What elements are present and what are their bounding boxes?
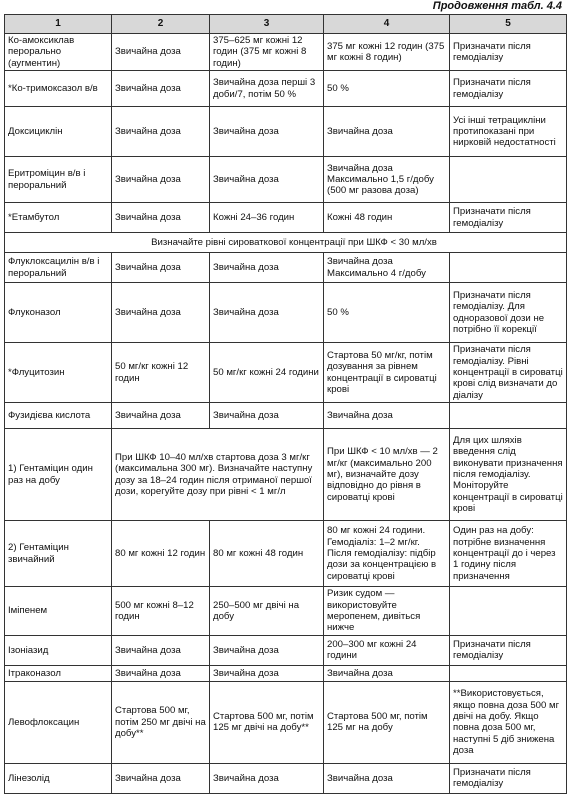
table-cell-col-1: 2) Гентаміцин звичайний (5, 521, 112, 587)
table-cell-col-3: Звичайна доза (210, 253, 324, 283)
table-cell-col-2: Звичайна доза (112, 635, 210, 665)
table-row (5, 681, 567, 763)
table-row (5, 763, 567, 793)
table-cell-col-4: Звичайна доза (324, 403, 450, 429)
table-cell-col-2: 500 мг кожні 8–12 годин (112, 587, 210, 636)
table-cell-col-5: Призначати після гемодіалізу. Для одноразової дози не потрібно її корекції (450, 283, 567, 343)
table-row (5, 233, 567, 253)
table-cell-col-1: Ко-амоксиклав перорально (аугментин) (5, 34, 112, 71)
table-row (5, 253, 567, 283)
table-cell-col-4: Звичайна доза Максимально 4 г/добу (324, 253, 450, 283)
table-cell-col-3: Звичайна доза (210, 665, 324, 681)
table-caption: Продовження табл. 4.4 (432, 0, 562, 12)
header-row (5, 15, 567, 34)
table-cell-col-3: Звичайна доза (210, 157, 324, 203)
table-cell-col-2: Звичайна доза (112, 665, 210, 681)
table-cell-col-5: Призначати після гемодіалізу (450, 203, 567, 233)
table-cell-col-1: Лінезолід (5, 763, 112, 793)
table-cell-col-3: 50 мг/кг кожні 24 години (210, 343, 324, 403)
table-cell-col-1: Флуконазол (5, 283, 112, 343)
table-cell-col-2: Стартова 500 мг, потім 250 мг двічі на добу** (112, 681, 210, 763)
table-row (5, 203, 567, 233)
table-cell-col-5: Призначати після гемодіалізу (450, 635, 567, 665)
table-cell-col-1: Ізоніазид (5, 635, 112, 665)
table-cell-col-4: 375 мг кожні 12 годин (375 мг кожні 8 годин) (324, 34, 450, 71)
table-cell-col-3: 80 мг кожні 48 годин (210, 521, 324, 587)
header-col-1: 1 (5, 15, 112, 34)
table-cell-col-3: Звичайна доза перші 3 доби/7, потім 50 % (210, 71, 324, 107)
table-cell-col-5: Призначати після гемодіалізу (450, 71, 567, 107)
table-cell-col-4: Звичайна доза (324, 763, 450, 793)
table-cell-col-4: 50 % (324, 283, 450, 343)
table-cell-col-2: Звичайна доза (112, 34, 210, 71)
table-cell-col-5 (450, 587, 567, 636)
table-row (5, 403, 567, 429)
table-cell-col-3: Звичайна доза (210, 403, 324, 429)
table-row (5, 71, 567, 107)
table-row (5, 521, 567, 587)
table-cell-col-2: 80 мг кожні 12 годин (112, 521, 210, 587)
table-cell-col-5: Для цих шляхів введення слід виконувати призначення після гемодіалізу. Моніторуйте концентрації в сироватці крові (450, 429, 567, 521)
header-col-5: 5 (450, 15, 567, 34)
table-cell-col-5 (450, 253, 567, 283)
table-cell-col-3: Звичайна доза (210, 763, 324, 793)
table-cell-col-2: Звичайна доза (112, 157, 210, 203)
table-cell-col-4: 50 % (324, 71, 450, 107)
table-cell-col-4: 80 мг кожні 24 години. Гемодіаліз: 1–2 мг/кг. Після гемодіалізу: підбір дози за концентрацією в сироватці крові (324, 521, 450, 587)
table-cell-col-2: 50 мг/кг кожні 12 годин (112, 343, 210, 403)
table-row (5, 157, 567, 203)
section-note: Визначайте рівні сироваткової концентрації при ШКФ < 30 мл/хв (5, 233, 567, 253)
table-row (5, 429, 567, 521)
table-cell-col-4: Стартова 50 мг/кг, потім дозування за рівнем концентрації в сироватці крові (324, 343, 450, 403)
header-col-2: 2 (112, 15, 210, 34)
table-cell-col-1: 1) Гентаміцин один раз на добу (5, 429, 112, 521)
table-cell-col-4: При ШКФ < 10 мл/хв — 2 мг/кг (максимально 200 мг), визначайте дозу відповідно до рівня в сироватці крові (324, 429, 450, 521)
table-cell-col-5: **Використовується, якщо повна доза 500 мг двічі на добу. Якщо повна доза 500 мг, наступні 5 діб знижена доза (450, 681, 567, 763)
table-cell-col-5 (450, 403, 567, 429)
table-cell-col-4: Звичайна доза (324, 107, 450, 157)
table-cell-col-2: Звичайна доза (112, 253, 210, 283)
table-cell-col-2: При ШКФ 10–40 мл/хв стартова доза 3 мг/кг (максимальна 300 мг). Визначайте наступну дозу за 18–24 годин після отриманої першої дози, корегуйте дозу при рівні < 1 мг/л (112, 429, 324, 521)
table-row (5, 635, 567, 665)
table-cell-col-5: Призначати після гемодіалізу (450, 34, 567, 71)
table-row (5, 665, 567, 681)
table-row (5, 34, 567, 71)
table-cell-col-4: Звичайна доза (324, 665, 450, 681)
table-cell-col-4: Стартова 500 мг, потім 125 мг на добу (324, 681, 450, 763)
table-row (5, 343, 567, 403)
table-cell-col-1: Доксициклін (5, 107, 112, 157)
table-cell-col-5: Призначати після гемодіалізу. Рівні концентрації в сироватці крові слід визначати до діалізу (450, 343, 567, 403)
table-cell-col-4: Кожні 48 годин (324, 203, 450, 233)
table-cell-col-2: Звичайна доза (112, 203, 210, 233)
table-row (5, 107, 567, 157)
table-cell-col-3: Звичайна доза (210, 107, 324, 157)
table-cell-col-1: *Етамбутол (5, 203, 112, 233)
header-col-3: 3 (210, 15, 324, 34)
table-cell-col-4: Звичайна доза Максимально 1,5 г/добу (500 мг разова доза) (324, 157, 450, 203)
table-cell-col-3: Кожні 24–36 годин (210, 203, 324, 233)
table-cell-col-3: 250–500 мг двічі на добу (210, 587, 324, 636)
table-cell-col-5 (450, 665, 567, 681)
table-cell-col-1: Левофлоксацин (5, 681, 112, 763)
table-row (5, 283, 567, 343)
table-cell-col-5: Один раз на добу: потрібне визначення концентрації до і через 1 годину після призначення (450, 521, 567, 587)
table-cell-col-4: 200–300 мг кожні 24 години (324, 635, 450, 665)
table-row (5, 587, 567, 636)
table-cell-col-2: Звичайна доза (112, 71, 210, 107)
table-cell-col-4: Ризик судом — використовуйте меропенем, дивіться нижче (324, 587, 450, 636)
table-cell-col-1: *Ко-тримоксазол в/в (5, 71, 112, 107)
table-cell-col-1: Фузидієва кислота (5, 403, 112, 429)
table-cell-col-3: Звичайна доза (210, 635, 324, 665)
table-cell-col-3: Стартова 500 мг, потім 125 мг двічі на добу** (210, 681, 324, 763)
table-cell-col-1: Еритроміцин в/в і пероральний (5, 157, 112, 203)
table-body (5, 34, 567, 794)
table-cell-col-3: Звичайна доза (210, 283, 324, 343)
table-cell-col-2: Звичайна доза (112, 763, 210, 793)
table-cell-col-1: Ітраконазол (5, 665, 112, 681)
table-cell-col-5 (450, 157, 567, 203)
header-col-4: 4 (324, 15, 450, 34)
table-cell-col-2: Звичайна доза (112, 403, 210, 429)
table-cell-col-2: Звичайна доза (112, 283, 210, 343)
table-cell-col-1: *Флуцитозин (5, 343, 112, 403)
table-cell-col-5: Усі інші тетрацикліни протипоказані при нирковій недостатності (450, 107, 567, 157)
table-cell-col-1: Іміпенем (5, 587, 112, 636)
dosage-table (4, 14, 567, 794)
table-cell-col-5: Призначати після гемодіалізу (450, 763, 567, 793)
table-cell-col-3: 375–625 мг кожні 12 годин (375 мг кожні 8 годин) (210, 34, 324, 71)
table-cell-col-1: Флуклоксацилін в/в і пероральний (5, 253, 112, 283)
table-cell-col-2: Звичайна доза (112, 107, 210, 157)
